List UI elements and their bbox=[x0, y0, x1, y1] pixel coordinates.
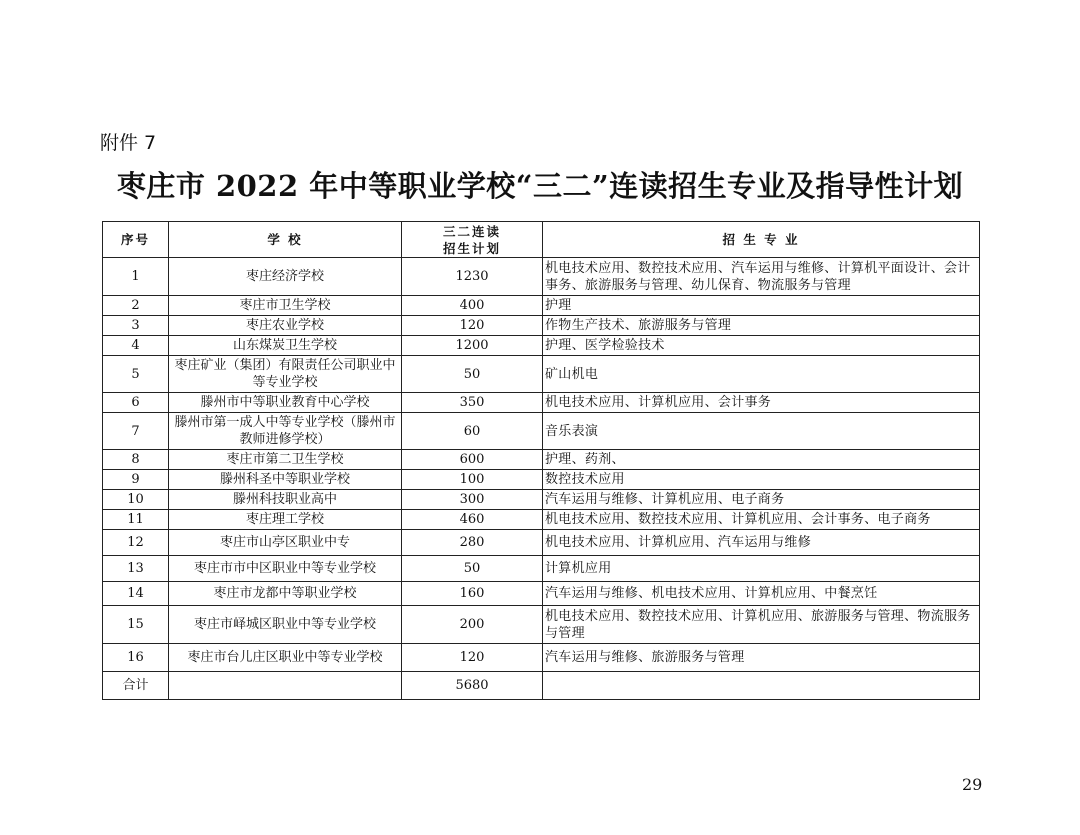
table-row bbox=[103, 258, 980, 296]
cell-plan: 400 bbox=[402, 296, 543, 316]
cell-plan: 280 bbox=[402, 530, 543, 556]
cell-plan: 1230 bbox=[402, 258, 543, 296]
cell-plan: 100 bbox=[402, 470, 543, 490]
cell-school: 枣庄农业学校 bbox=[169, 316, 402, 336]
table-row bbox=[103, 606, 980, 644]
cell-school: 枣庄市山亭区职业中专 bbox=[169, 530, 402, 556]
cell-serial: 5 bbox=[103, 356, 169, 393]
cell-majors: 计算机应用 bbox=[543, 556, 980, 582]
cell-serial: 14 bbox=[103, 582, 169, 606]
cell-majors: 汽车运用与维修、旅游服务与管理 bbox=[543, 644, 980, 672]
total-row bbox=[103, 672, 980, 700]
cell-total-majors bbox=[543, 672, 980, 700]
cell-majors: 护理、医学检验技术 bbox=[543, 336, 980, 356]
attachment-label: 附件 7 bbox=[100, 132, 157, 154]
table-body bbox=[103, 258, 980, 700]
cell-serial: 7 bbox=[103, 413, 169, 450]
table-row bbox=[103, 556, 980, 582]
cell-plan: 60 bbox=[402, 413, 543, 450]
cell-total-plan: 5680 bbox=[402, 672, 543, 700]
cell-plan: 350 bbox=[402, 393, 543, 413]
cell-school: 枣庄市市中区职业中等专业学校 bbox=[169, 556, 402, 582]
enrollment-plan-table bbox=[102, 221, 980, 700]
cell-plan: 300 bbox=[402, 490, 543, 510]
cell-majors: 机电技术应用、计算机应用、汽车运用与维修 bbox=[543, 530, 980, 556]
cell-serial: 12 bbox=[103, 530, 169, 556]
header-serial-number: 序号 bbox=[103, 222, 169, 258]
cell-majors: 机电技术应用、计算机应用、会计事务 bbox=[543, 393, 980, 413]
table-row bbox=[103, 316, 980, 336]
cell-total-label: 合计 bbox=[103, 672, 169, 700]
cell-plan: 120 bbox=[402, 644, 543, 672]
cell-serial: 16 bbox=[103, 644, 169, 672]
table-row bbox=[103, 393, 980, 413]
cell-serial: 8 bbox=[103, 450, 169, 470]
table-row bbox=[103, 510, 980, 530]
header-school: 学 校 bbox=[169, 222, 402, 258]
page-number: 29 bbox=[962, 775, 983, 794]
table-row bbox=[103, 644, 980, 672]
cell-school: 枣庄市卫生学校 bbox=[169, 296, 402, 316]
cell-serial: 1 bbox=[103, 258, 169, 296]
cell-majors: 汽车运用与维修、机电技术应用、计算机应用、中餐烹饪 bbox=[543, 582, 980, 606]
cell-school: 枣庄矿业（集团）有限责任公司职业中等专业学校 bbox=[169, 356, 402, 393]
cell-serial: 2 bbox=[103, 296, 169, 316]
table-row bbox=[103, 530, 980, 556]
cell-majors: 汽车运用与维修、计算机应用、电子商务 bbox=[543, 490, 980, 510]
cell-school: 枣庄市第二卫生学校 bbox=[169, 450, 402, 470]
table-row bbox=[103, 413, 980, 450]
cell-serial: 10 bbox=[103, 490, 169, 510]
cell-school: 山东煤炭卫生学校 bbox=[169, 336, 402, 356]
cell-total-school bbox=[169, 672, 402, 700]
cell-school: 滕州市第一成人中等专业学校（滕州市教师进修学校） bbox=[169, 413, 402, 450]
cell-plan: 160 bbox=[402, 582, 543, 606]
cell-majors: 机电技术应用、数控技术应用、计算机应用、会计事务、电子商务 bbox=[543, 510, 980, 530]
table-header-row bbox=[103, 222, 980, 258]
cell-school: 滕州科技职业高中 bbox=[169, 490, 402, 510]
cell-school: 枣庄市峄城区职业中等专业学校 bbox=[169, 606, 402, 644]
cell-serial: 6 bbox=[103, 393, 169, 413]
cell-school: 枣庄市台儿庄区职业中等专业学校 bbox=[169, 644, 402, 672]
cell-serial: 15 bbox=[103, 606, 169, 644]
cell-majors: 护理、药剂、 bbox=[543, 450, 980, 470]
cell-majors: 音乐表演 bbox=[543, 413, 980, 450]
cell-majors: 数控技术应用 bbox=[543, 470, 980, 490]
table-row bbox=[103, 490, 980, 510]
cell-serial: 4 bbox=[103, 336, 169, 356]
cell-school: 枣庄市龙都中等职业学校 bbox=[169, 582, 402, 606]
cell-school: 滕州科圣中等职业学校 bbox=[169, 470, 402, 490]
cell-majors: 作物生产技术、旅游服务与管理 bbox=[543, 316, 980, 336]
cell-plan: 1200 bbox=[402, 336, 543, 356]
table-row bbox=[103, 296, 980, 316]
cell-plan: 50 bbox=[402, 556, 543, 582]
cell-plan: 50 bbox=[402, 356, 543, 393]
document-title: 枣庄市 2022 年中等职业学校“三二”连读招生专业及指导性计划 bbox=[116, 169, 964, 203]
cell-serial: 11 bbox=[103, 510, 169, 530]
table-row bbox=[103, 356, 980, 393]
cell-plan: 200 bbox=[402, 606, 543, 644]
table-row bbox=[103, 470, 980, 490]
cell-serial: 3 bbox=[103, 316, 169, 336]
cell-school: 滕州市中等职业教育中心学校 bbox=[169, 393, 402, 413]
header-plan-line2: 招生计划 bbox=[442, 240, 501, 256]
table-row bbox=[103, 582, 980, 606]
cell-serial: 13 bbox=[103, 556, 169, 582]
table-row bbox=[103, 336, 980, 356]
cell-majors: 矿山机电 bbox=[543, 356, 980, 393]
cell-school: 枣庄理工学校 bbox=[169, 510, 402, 530]
cell-majors: 护理 bbox=[543, 296, 980, 316]
header-plan-line1: 三二连读 bbox=[442, 223, 501, 239]
cell-majors: 机电技术应用、数控技术应用、汽车运用与维修、计算机平面设计、会计事务、旅游服务与管理、幼儿保育、物流服务与管理 bbox=[543, 258, 980, 296]
cell-school: 枣庄经济学校 bbox=[169, 258, 402, 296]
cell-plan: 600 bbox=[402, 450, 543, 470]
header-enrollment-plan bbox=[402, 222, 543, 258]
table-row bbox=[103, 450, 980, 470]
cell-plan: 120 bbox=[402, 316, 543, 336]
header-majors: 招 生 专 业 bbox=[543, 222, 980, 258]
cell-plan: 460 bbox=[402, 510, 543, 530]
cell-serial: 9 bbox=[103, 470, 169, 490]
cell-majors: 机电技术应用、数控技术应用、计算机应用、旅游服务与管理、物流服务与管理 bbox=[543, 606, 980, 644]
